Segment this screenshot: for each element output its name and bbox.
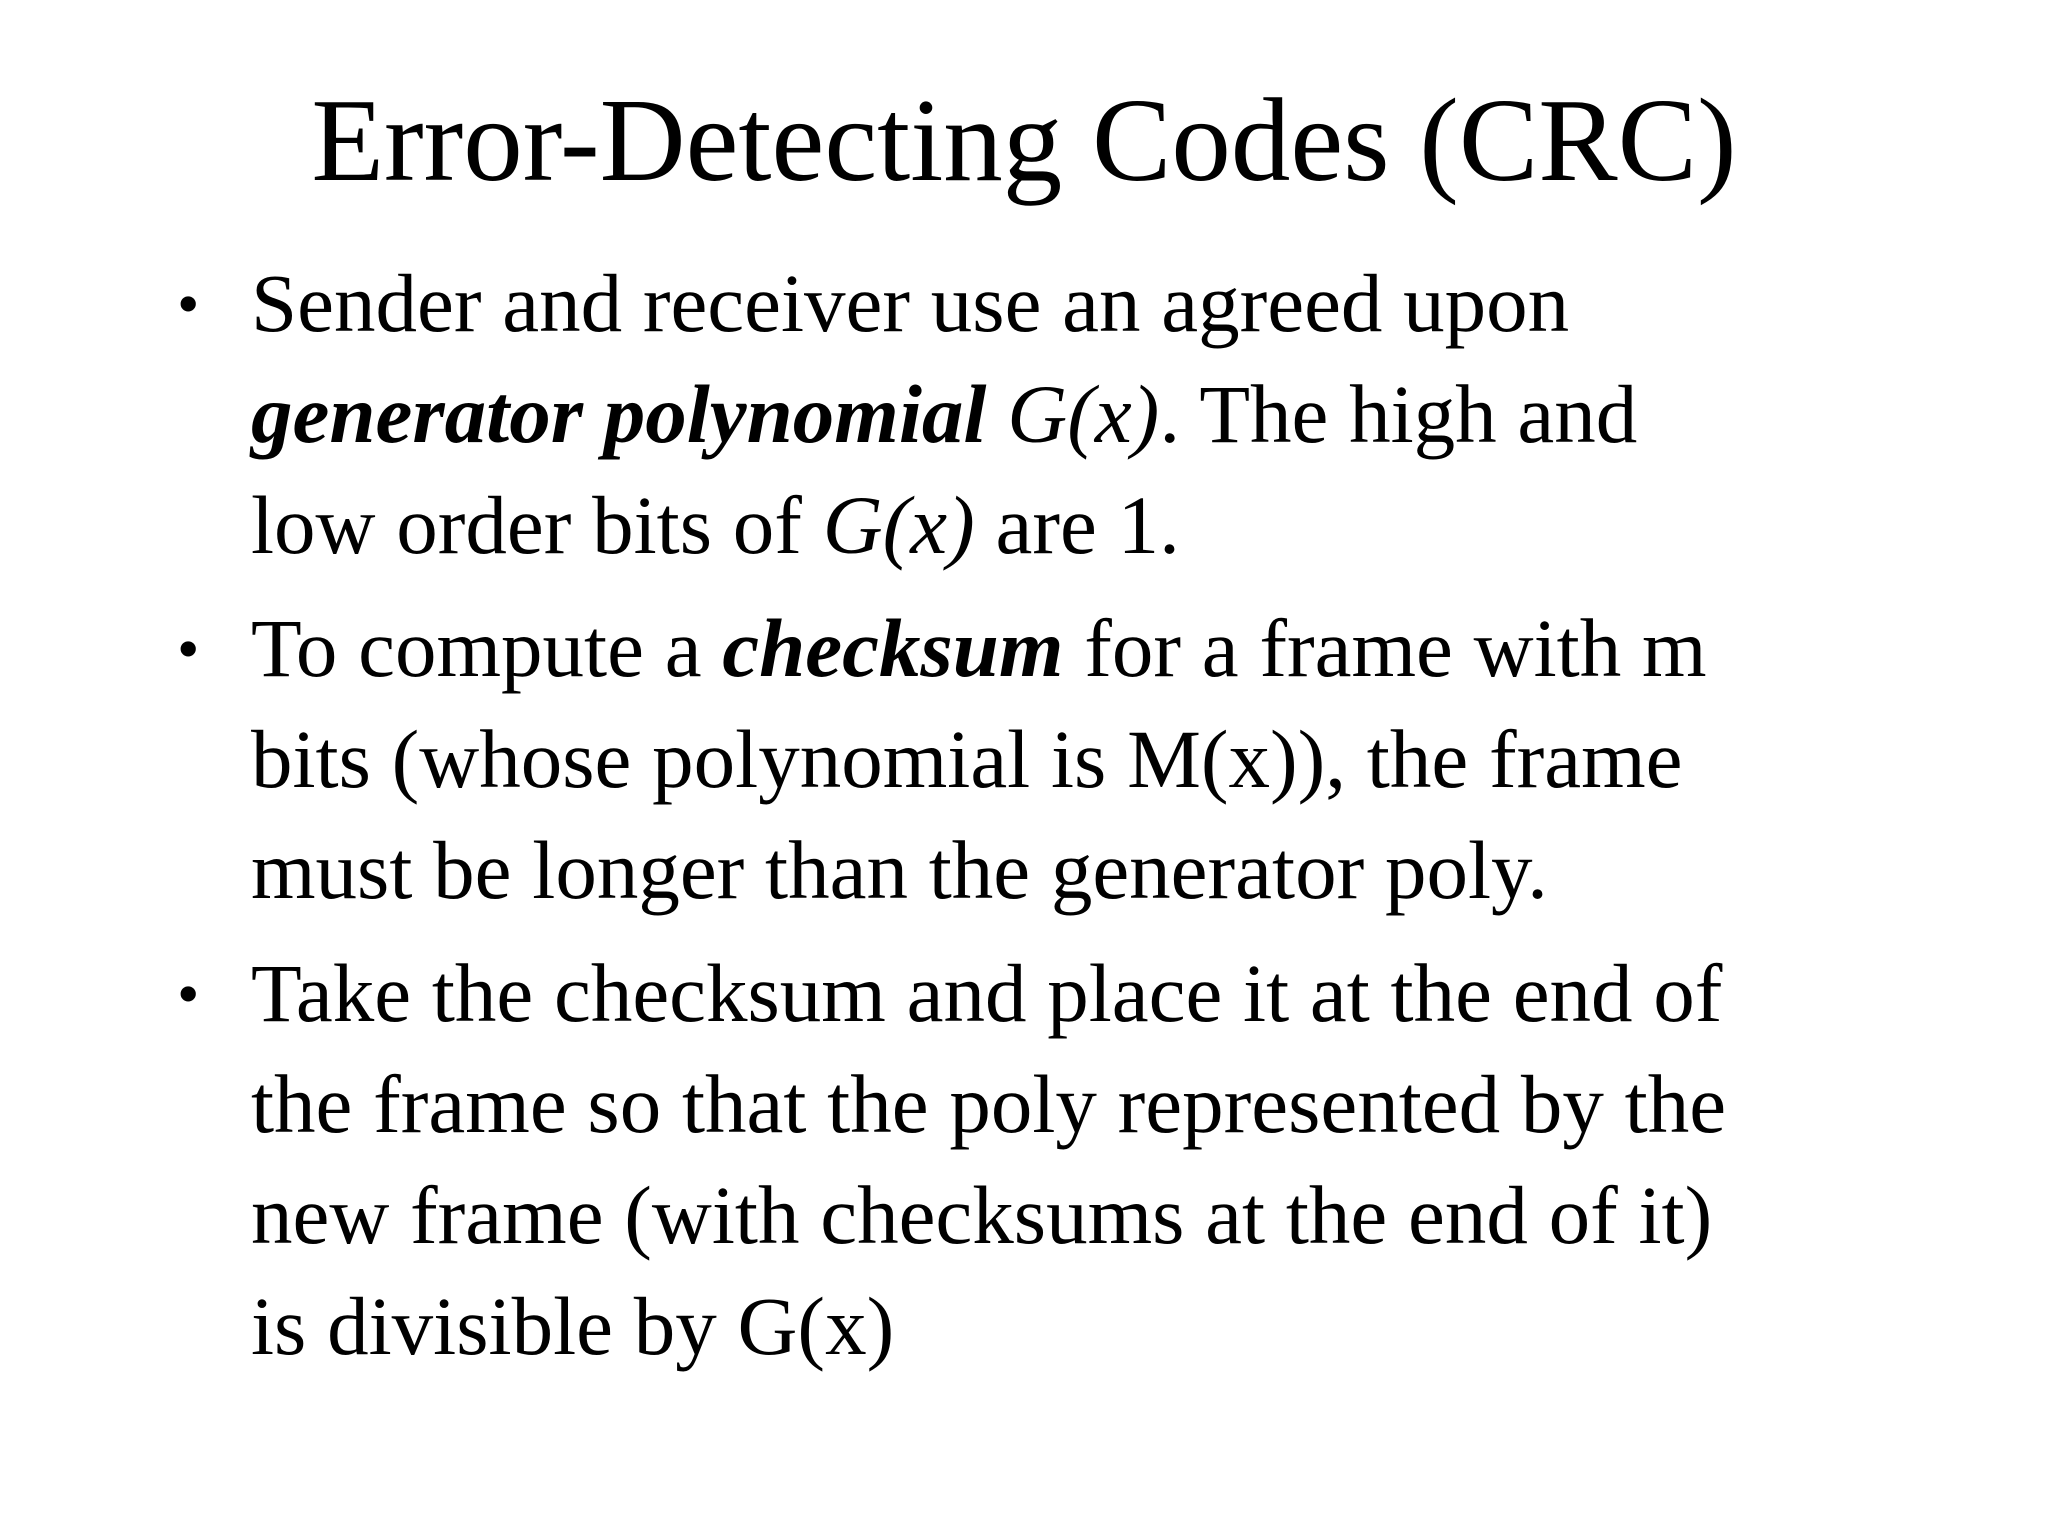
emphasis-term: generator polynomial: [251, 368, 987, 460]
bullet-line: [251, 815, 1928, 926]
bullet-text: for a frame with m: [1063, 602, 1707, 694]
bullet-item: [168, 938, 1928, 1382]
bullet-text: are 1.: [974, 479, 1180, 571]
math-term: G(x): [1007, 368, 1160, 460]
bullet-item: [168, 593, 1928, 926]
bullet-icon: •: [177, 958, 200, 1029]
bullet-icon: •: [177, 268, 200, 339]
bullet-list: [168, 248, 1928, 1394]
bullet-line: [251, 1160, 1928, 1271]
bullet-text: [987, 368, 1008, 460]
bullet-text: the frame so that the poly represented by the: [251, 1058, 1727, 1150]
emphasis-term: checksum: [722, 602, 1064, 694]
bullet-line: [251, 1271, 1928, 1382]
bullet-text: new frame (with checksums at the end of it): [251, 1169, 1713, 1261]
bullet-line: [251, 470, 1928, 581]
bullet-line: [251, 359, 1928, 470]
bullet-icon: •: [177, 613, 200, 684]
bullet-line: [251, 938, 1928, 1049]
bullet-text: low order bits of: [251, 479, 823, 571]
bullet-item: [168, 248, 1928, 581]
bullet-text: . The high and: [1159, 368, 1638, 460]
bullet-text: To compute a: [251, 602, 723, 694]
math-term: G(x): [822, 479, 975, 571]
slide-title: Error-Detecting Codes (CRC): [311, 74, 1737, 206]
bullet-line: [251, 1049, 1928, 1160]
bullet-line: [251, 248, 1928, 359]
bullet-text: bits (whose polynomial is M(x)), the frame: [251, 713, 1683, 805]
bullet-text: Take the checksum and place it at the end of: [251, 947, 1723, 1039]
bullet-text: is divisible by G(x): [251, 1280, 895, 1372]
bullet-text: Sender and receiver use an agreed upon: [251, 257, 1570, 349]
bullet-line: [251, 704, 1928, 815]
bullet-line: [251, 593, 1928, 704]
bullet-text: must be longer than the generator poly.: [251, 824, 1548, 916]
